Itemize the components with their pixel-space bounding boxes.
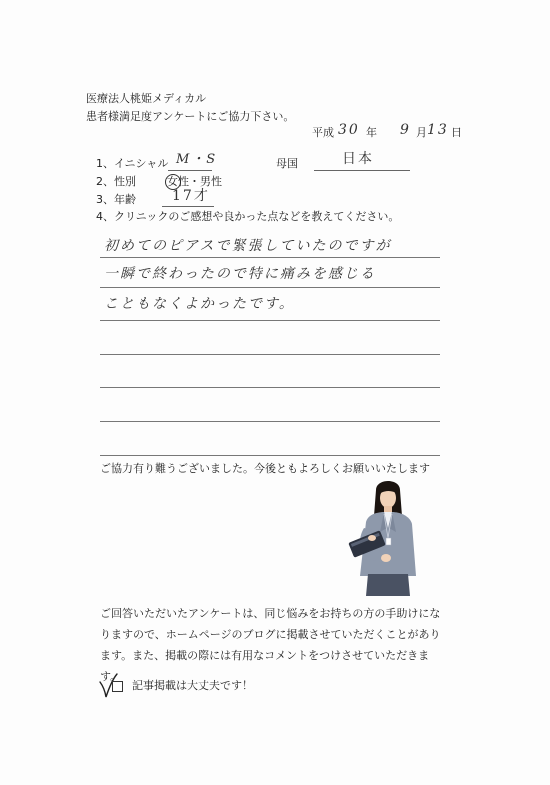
age-label: 3、年齢 [96, 193, 136, 206]
answer-rule [100, 387, 440, 388]
answer-rule [100, 257, 440, 258]
country-underline [314, 170, 410, 171]
closing-message: ご協力有り難うございました。今後ともよろしくお願いいたします [100, 462, 430, 475]
answer-rule [100, 455, 440, 456]
survey-title: 患者様満足度アンケートにご協力下さい。 [86, 110, 295, 123]
date-year-label: 年 [366, 126, 377, 139]
clinic-name: 医療法人桃姫メディカル [86, 92, 207, 105]
date-year-value: 30 [338, 122, 360, 138]
answer-line-2: 一瞬で終わったので特に痛みを感じる [104, 266, 376, 282]
date-month-value: 9 [400, 122, 411, 138]
publication-notice: ご回答いただいたアンケートは、同じ悩みをお持ちの方の手助けになりますので、ホームページのブログに掲載させていただくことがあります。また、掲載の際には有用なコメントをつけさせていただきます。 [100, 607, 441, 683]
gender-options: 女性・男性 [167, 175, 222, 188]
answer-rule [100, 421, 440, 422]
answer-rule [100, 287, 440, 288]
date-day-value: 13 [427, 122, 449, 138]
country-label: 母国 [276, 157, 298, 170]
initials-value: M・S [176, 152, 218, 167]
answer-line-1: 初めてのピアスで緊張していたのですが [104, 238, 392, 254]
consent-label: 記事掲載は大丈夫です！ [132, 679, 253, 692]
date-month-label: 月 [416, 126, 427, 139]
date-day-label: 日 [451, 126, 462, 139]
answer-rule [100, 320, 440, 321]
age-value: 17才 [172, 188, 210, 204]
gender-label: 2、性別 [96, 175, 136, 188]
woman-holding-folder-illustration [342, 476, 434, 596]
initials-underline [168, 170, 212, 171]
initials-label: 1、イニシャル [96, 157, 169, 170]
impressions-label: 4、クリニックのご感想や良かった点などを教えてください。 [96, 210, 400, 223]
age-underline [162, 206, 214, 207]
consent-checkbox[interactable] [112, 681, 123, 692]
country-value: 日本 [342, 151, 374, 167]
answer-rule [100, 354, 440, 355]
date-era: 平成 [312, 126, 334, 139]
answer-line-3: こともなくよかったです。 [104, 296, 295, 312]
